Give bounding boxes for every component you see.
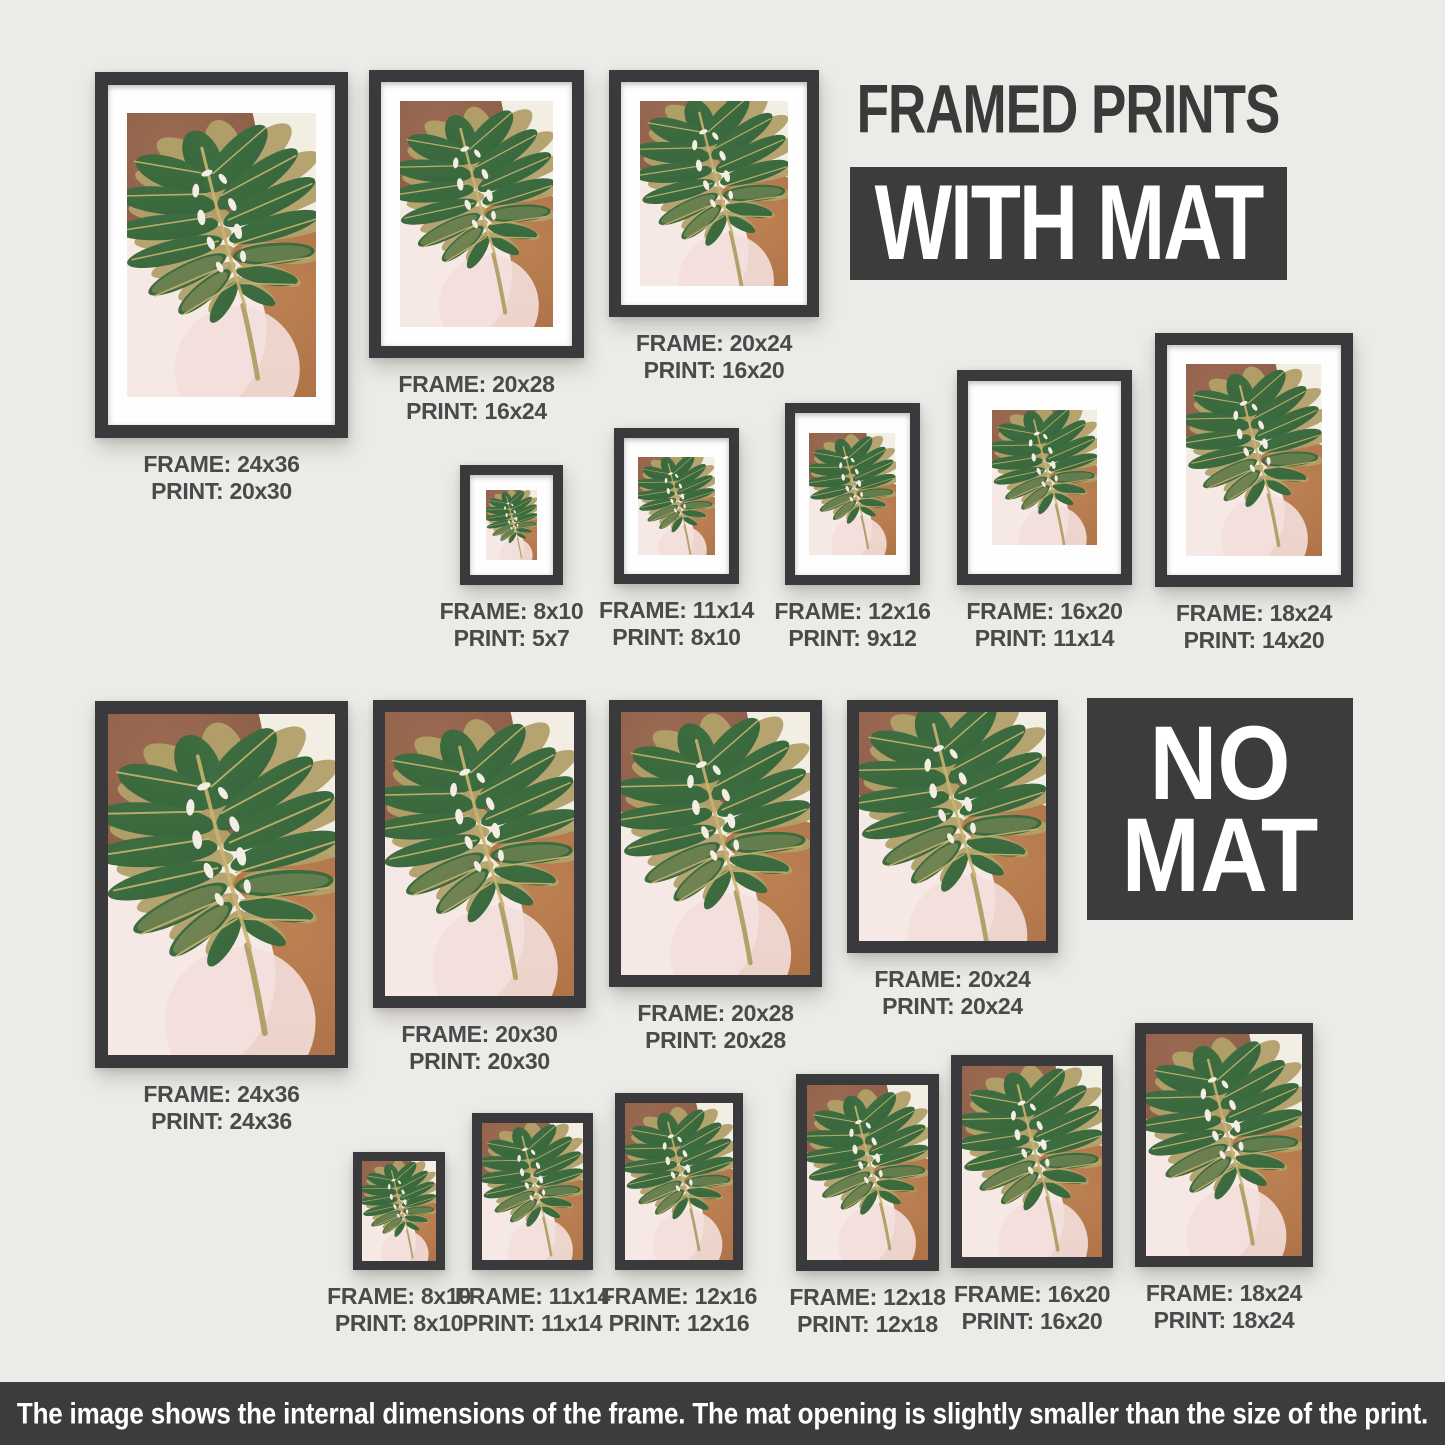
print [640, 101, 789, 287]
frame-no-mat-11x14 [472, 1113, 593, 1270]
print [621, 712, 810, 975]
monstera-artwork [807, 1085, 928, 1260]
print [108, 714, 335, 1055]
frame-size-text: FRAME: 16x20 [953, 1281, 1111, 1307]
no-mat-badge [1087, 698, 1353, 920]
mat [362, 1161, 436, 1261]
print-size-text: PRINT: 18x24 [1153, 1307, 1295, 1333]
no-mat-badge-line1: NO [1149, 703, 1291, 822]
size-label-with-mat-11x14 [599, 597, 754, 651]
size-label-no-mat-18x24 [1146, 1280, 1302, 1334]
print [385, 712, 574, 996]
print-size-text: PRINT: 8x10 [334, 1310, 464, 1336]
print [486, 490, 538, 560]
frame-with-mat-8x10 [460, 465, 563, 585]
monstera-artwork [638, 457, 714, 554]
print-size-text: PRINT: 20x24 [882, 993, 1023, 1019]
print-size-text: PRINT: 20x30 [409, 1048, 550, 1074]
print-size-text: PRINT: 12x16 [608, 1310, 750, 1336]
frame-with-mat-20x24 [609, 70, 819, 317]
frame-with-mat-11x14 [614, 428, 739, 584]
frame-with-mat-20x28 [369, 70, 584, 358]
monstera-artwork [962, 1066, 1102, 1257]
no-mat-badge-line2: MAT [1121, 795, 1319, 914]
frame-size-text: FRAME: 12x16 [600, 1283, 758, 1309]
frame-size-text: FRAME: 20x24 [635, 330, 793, 356]
frame-size-text: FRAME: 16x20 [966, 598, 1123, 624]
mat [859, 712, 1046, 941]
monstera-artwork [486, 490, 538, 560]
print-size-text: PRINT: 5x7 [453, 625, 570, 651]
frame-no-mat-20x28 [609, 700, 822, 987]
print [400, 101, 553, 327]
print [807, 1085, 928, 1260]
mat [962, 1066, 1102, 1257]
with-mat-badge [850, 163, 1287, 282]
frame-size-text: FRAME: 24x36 [143, 1081, 300, 1107]
frame-size-text: FRAME: 18x24 [1145, 1280, 1303, 1306]
size-label-no-mat-20x24 [874, 966, 1030, 1020]
frame-with-mat-16x20 [957, 370, 1132, 585]
footer-note [0, 1382, 1445, 1445]
print-size-text: PRINT: 16x24 [406, 398, 547, 424]
frame-size-text: FRAME: 20x30 [401, 1021, 558, 1047]
frame-size-text: FRAME: 24x36 [143, 451, 300, 477]
size-label-with-mat-12x16 [774, 598, 930, 652]
print-size-text: PRINT: 11x14 [974, 625, 1115, 651]
mat [624, 438, 729, 574]
frame-size-text: FRAME: 11x14 [455, 1283, 610, 1309]
monstera-artwork [625, 1103, 733, 1260]
with-mat-badge-text: WITH MAT [874, 163, 1263, 282]
mat [381, 82, 572, 346]
size-label-with-mat-18x24 [1176, 600, 1332, 654]
size-label-with-mat-8x10 [440, 598, 584, 652]
size-label-with-mat-20x28 [398, 371, 554, 425]
print-size-text: PRINT: 20x28 [645, 1027, 786, 1053]
print [1146, 1034, 1302, 1256]
print [962, 1066, 1102, 1257]
monstera-artwork [400, 101, 553, 327]
monstera-artwork [859, 712, 1046, 941]
frame-no-mat-20x30 [373, 700, 586, 1008]
print-size-text: PRINT: 9x12 [788, 625, 917, 651]
mat [795, 413, 910, 575]
frame-with-mat-24x36 [95, 72, 348, 438]
print-size-text: PRINT: 20x30 [151, 478, 292, 504]
print-size-text: PRINT: 16x20 [961, 1308, 1103, 1334]
frame-no-mat-12x18 [796, 1074, 939, 1271]
footer-note-text: The image shows the internal dimensions of the frame. The mat opening is slightly smaller than the size of the print. [16, 1395, 1429, 1431]
frame-size-text: FRAME: 12x16 [774, 598, 931, 624]
monstera-artwork [640, 101, 789, 287]
frame-with-mat-12x16 [785, 403, 920, 585]
mat [470, 475, 553, 575]
monstera-artwork [809, 433, 895, 554]
mat [108, 714, 335, 1055]
frame-no-mat-18x24 [1135, 1023, 1313, 1267]
print [1186, 364, 1321, 556]
print-size-text: PRINT: 8x10 [612, 624, 741, 650]
mat [625, 1103, 733, 1260]
print-size-text: PRINT: 16x20 [643, 357, 785, 383]
size-label-no-mat-16x20 [954, 1281, 1110, 1335]
monstera-artwork [621, 712, 810, 975]
mat [108, 85, 335, 425]
frame-no-mat-16x20 [951, 1055, 1113, 1268]
frame-size-text: FRAME: 8x10 [439, 598, 584, 624]
size-label-no-mat-12x16 [601, 1283, 757, 1337]
mat [1146, 1034, 1302, 1256]
print-size-text: PRINT: 11x14 [462, 1310, 603, 1336]
frame-no-mat-8x10 [353, 1152, 445, 1270]
size-label-with-mat-24x36 [143, 451, 299, 505]
size-label-no-mat-20x28 [637, 1000, 793, 1054]
print-size-text: PRINT: 12x18 [797, 1311, 938, 1337]
monstera-artwork [385, 712, 574, 996]
monstera-artwork [108, 714, 335, 1055]
monstera-artwork [1146, 1034, 1302, 1256]
size-label-with-mat-20x24 [636, 330, 792, 384]
monstera-artwork [362, 1161, 436, 1261]
size-label-with-mat-16x20 [966, 598, 1122, 652]
print [127, 113, 316, 396]
monstera-artwork [482, 1123, 583, 1260]
monstera-artwork [1186, 364, 1321, 556]
mat [621, 82, 807, 305]
monstera-artwork [127, 113, 316, 396]
mat [621, 712, 810, 975]
size-label-no-mat-11x14 [455, 1283, 610, 1337]
print [625, 1103, 733, 1260]
frame-size-text: FRAME: 8x10 [327, 1283, 471, 1309]
print-size-text: PRINT: 14x20 [1183, 627, 1325, 653]
frame-with-mat-18x24 [1155, 333, 1353, 587]
page-title [848, 70, 1288, 148]
mat [968, 381, 1121, 574]
size-label-no-mat-20x30 [401, 1021, 557, 1075]
frame-size-text: FRAME: 20x28 [637, 1000, 794, 1026]
frame-no-mat-20x24 [847, 700, 1058, 953]
frame-size-text: FRAME: 20x28 [398, 371, 555, 397]
print [992, 410, 1097, 545]
page-title-text: FRAMED PRINTS [856, 71, 1280, 148]
size-label-no-mat-12x18 [789, 1284, 945, 1338]
size-label-no-mat-24x36 [143, 1081, 299, 1135]
mat [1167, 345, 1341, 575]
print [482, 1123, 583, 1260]
mat [807, 1085, 928, 1260]
mat [385, 712, 574, 996]
size-label-no-mat-8x10 [327, 1283, 471, 1337]
print [362, 1161, 436, 1261]
print [809, 433, 895, 554]
print [638, 457, 714, 554]
frame-size-text: FRAME: 12x18 [789, 1284, 946, 1310]
mat [482, 1123, 583, 1260]
frame-size-text: FRAME: 20x24 [874, 966, 1031, 992]
print-size-text: PRINT: 24x36 [151, 1108, 292, 1134]
frame-size-text: FRAME: 11x14 [599, 597, 754, 623]
frame-no-mat-12x16 [615, 1093, 743, 1270]
frame-no-mat-24x36 [95, 701, 348, 1068]
print [859, 712, 1046, 941]
monstera-artwork [992, 410, 1097, 545]
frame-size-text: FRAME: 18x24 [1175, 600, 1333, 626]
